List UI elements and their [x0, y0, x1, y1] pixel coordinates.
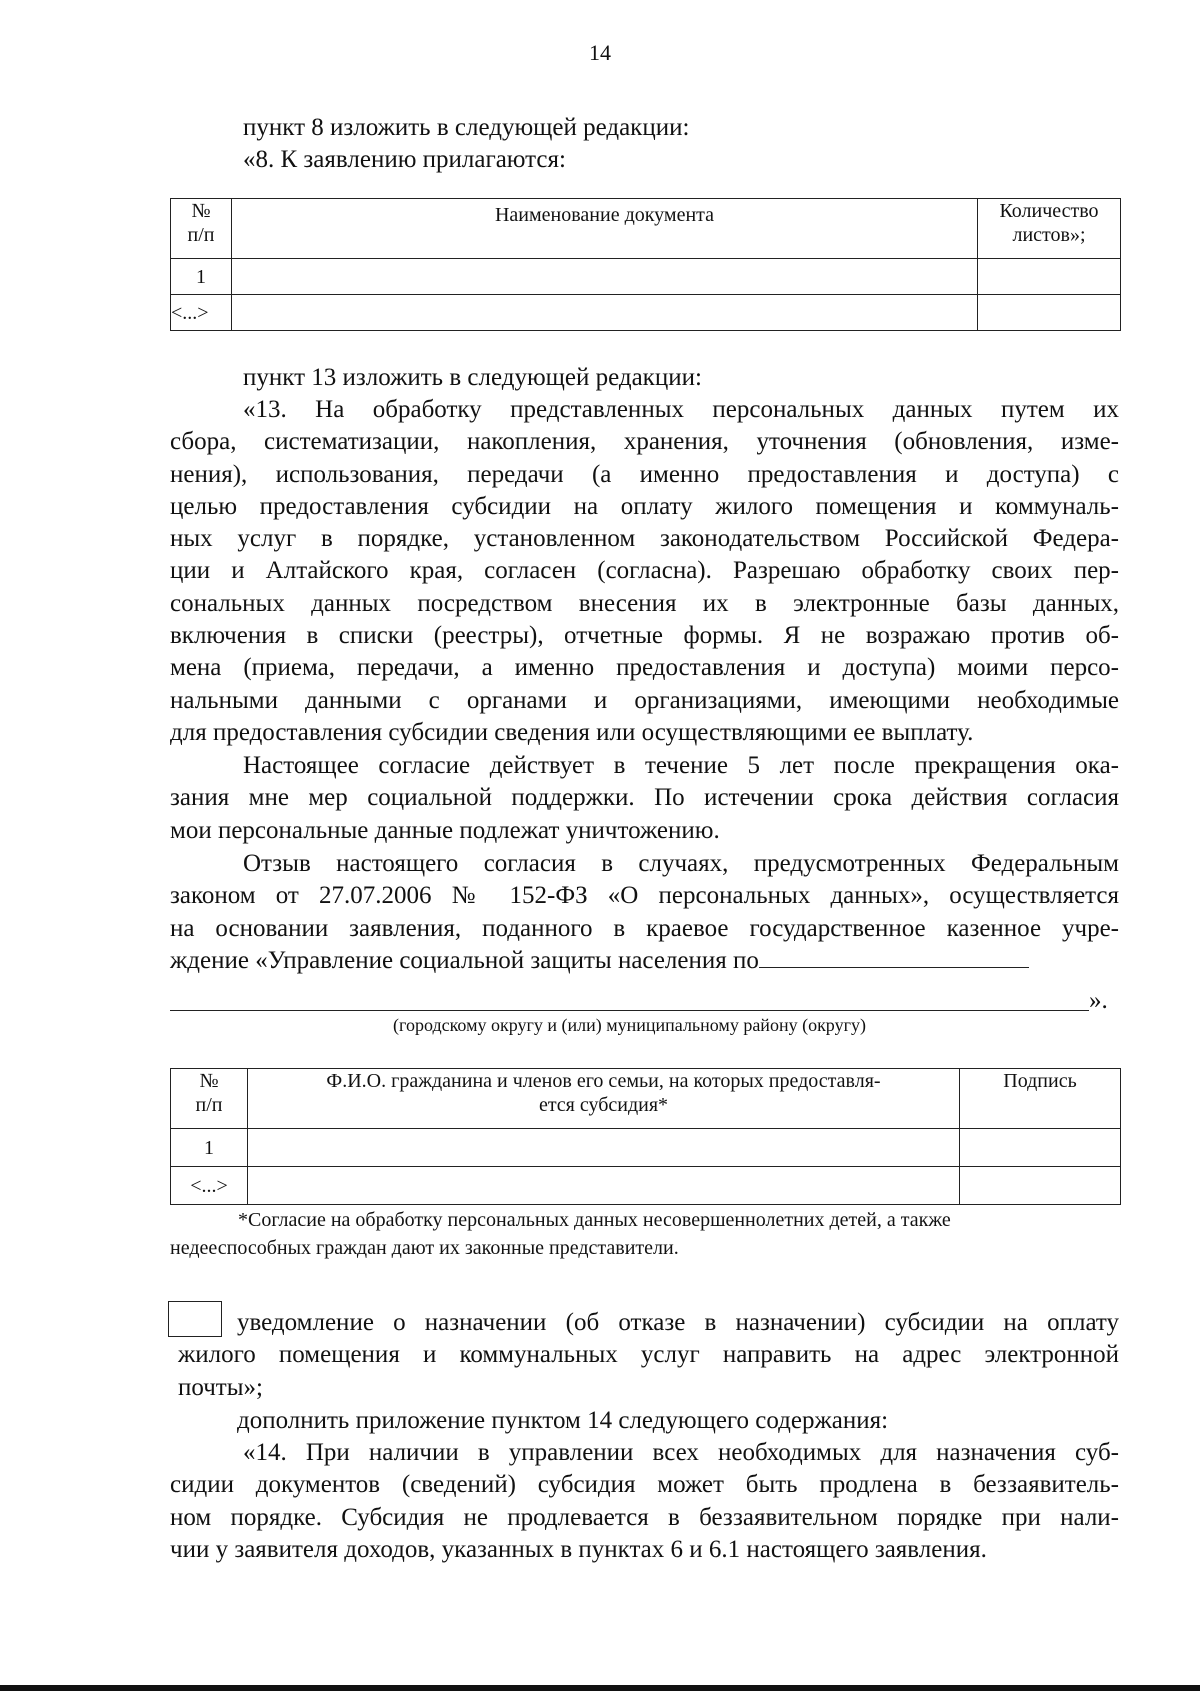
text-line: на основании заявления, поданного в краевое государственное казенное учре-	[170, 914, 1119, 942]
column-header-full-name	[248, 1069, 960, 1129]
full-name-label-line2: ется субсидия*	[538, 1094, 669, 1116]
text-line: нения), использования, передачи (а именно предоставления и доступа) с	[170, 460, 1119, 488]
text-line: ном порядке. Субсидия не продлевается в беззаявительном порядке при нали-	[170, 1503, 1119, 1531]
intro-paragraph-14: дополнить приложение пунктом 14 следующего содержания:	[237, 1407, 889, 1434]
text-line: зания мне мер социальной поддержки. По истечении срока действия согласия	[170, 784, 1119, 812]
full-name-label-line1: Ф.И.О. гражданина и членов его семьи, на которых предоставля-	[326, 1070, 881, 1092]
text-line: *Согласие на обработку персональных данных несовершеннолетних детей, а также	[238, 1209, 951, 1231]
signature-cell[interactable]	[960, 1167, 1121, 1205]
text-line: мена (приема, передачи, а именно предоставления и доступа) моими персо-	[170, 654, 1119, 682]
text-line: Настоящее согласие действует в течение 5 лет после прекращения ока-	[243, 752, 1119, 779]
column-header-number	[171, 199, 232, 259]
text-line	[170, 945, 1119, 977]
text-line: чии у заявителя доходов, указанных в пунктах 6 и 6.1 настоящего заявления.	[170, 1535, 987, 1563]
number-abbrev: п/п	[195, 1094, 223, 1116]
field-caption: (городскому округу и (или) муниципальному району (округу)	[393, 1015, 866, 1035]
text-line: сбора, систематизации, накопления, хранения, уточнения (обновления, изме-	[170, 428, 1119, 456]
table-row	[171, 295, 1121, 331]
intro-paragraph-8: пункт 8 изложить в следующей редакции:	[243, 114, 690, 141]
text-line: Отзыв настоящего согласия в случаях, предусмотренных Федеральным	[243, 850, 1119, 877]
page-number: 14	[589, 40, 611, 65]
document-name-label: Наименование документа	[494, 204, 715, 226]
quote-close: ».	[1089, 987, 1108, 1014]
column-header-sheet-count	[978, 199, 1121, 259]
department-name-field-line2[interactable]	[170, 1010, 1089, 1011]
row-number: 1	[171, 1129, 248, 1167]
document-name-cell[interactable]	[232, 259, 978, 295]
column-header-signature	[960, 1069, 1121, 1129]
attachments-table	[170, 198, 1121, 331]
validity-paragraph	[170, 750, 1119, 847]
text-line: включения в списки (реестры), отчетные формы. Я не возражаю против об-	[170, 622, 1119, 650]
sheet-count-cell[interactable]	[978, 259, 1121, 295]
document-name-cell[interactable]	[232, 295, 978, 331]
paragraph-13	[170, 394, 1119, 749]
text-fragment: ждение «Управление социальной защиты населения по	[170, 946, 759, 974]
scan-bottom-edge	[0, 1685, 1200, 1691]
notification-paragraph	[178, 1307, 1119, 1404]
text-line: нальными данными с органами и организациями, имеющими необходимые	[170, 686, 1119, 714]
revocation-paragraph	[170, 848, 1119, 977]
department-name-field[interactable]	[759, 945, 1029, 968]
text-line: «14. При наличии в управлении всех необходимых для назначения суб-	[243, 1439, 1119, 1466]
intro-paragraph-13: пункт 13 изложить в следующей редакции:	[243, 364, 702, 391]
text-line: для предоставления субсидии сведения или осуществляющими ее выплату.	[170, 718, 974, 746]
column-header-number	[171, 1069, 248, 1129]
row-ellipsis: <...>	[171, 295, 232, 331]
table-row	[171, 259, 1121, 295]
count-label-line1: Количество	[999, 200, 1099, 222]
paragraph-14	[170, 1437, 1119, 1566]
text-line: жилого помещения и коммунальных услуг направить на адрес электронной	[178, 1341, 1119, 1369]
text-line: ных услуг в порядке, установленном законодательством Российской Федера-	[170, 525, 1119, 553]
number-abbrev: п/п	[187, 224, 215, 246]
full-name-cell[interactable]	[248, 1167, 960, 1205]
full-name-cell[interactable]	[248, 1129, 960, 1167]
signature-label: Подпись	[1003, 1070, 1077, 1092]
text-line: ции и Алтайского края, согласен (согласна). Разрешаю обработку своих пер-	[170, 557, 1119, 585]
text-line: уведомление о назначении (об отказе в назначении) субсидии на оплату	[237, 1309, 1119, 1336]
text-line: мои персональные данные подлежат уничтожению.	[170, 816, 720, 844]
number-sign: №	[191, 200, 211, 222]
text-line: «13. На обработку представленных персональных данных путем их	[243, 396, 1119, 423]
text-line: сональных данных посредством внесения их в электронные базы данных,	[170, 589, 1119, 617]
item-8-heading: «8. К заявлению прилагаются:	[243, 146, 566, 173]
number-sign: №	[199, 1070, 219, 1092]
count-label-line2: листов»;	[1012, 224, 1086, 246]
family-members-table	[170, 1068, 1121, 1205]
text-line: сидии документов (сведений) субсидия может быть продлена в беззаявитель-	[170, 1471, 1119, 1499]
signature-cell[interactable]	[960, 1129, 1121, 1167]
footnote	[170, 1206, 1119, 1262]
sheet-count-cell[interactable]	[978, 295, 1121, 331]
text-line: законом от 27.07.2006 № 152-ФЗ «О персональных данных», осуществляется	[170, 882, 1119, 910]
row-ellipsis: <...>	[171, 1167, 248, 1205]
table-row	[171, 1167, 1121, 1205]
text-line: целью предоставления субсидии на оплату жилого помещения и коммуналь-	[170, 492, 1119, 520]
text-line: почты»;	[178, 1373, 263, 1401]
row-number: 1	[171, 259, 232, 295]
table-row	[171, 1129, 1121, 1167]
text-line: недееспособных граждан дают их законные представители.	[170, 1237, 679, 1259]
column-header-document-name	[232, 199, 978, 259]
